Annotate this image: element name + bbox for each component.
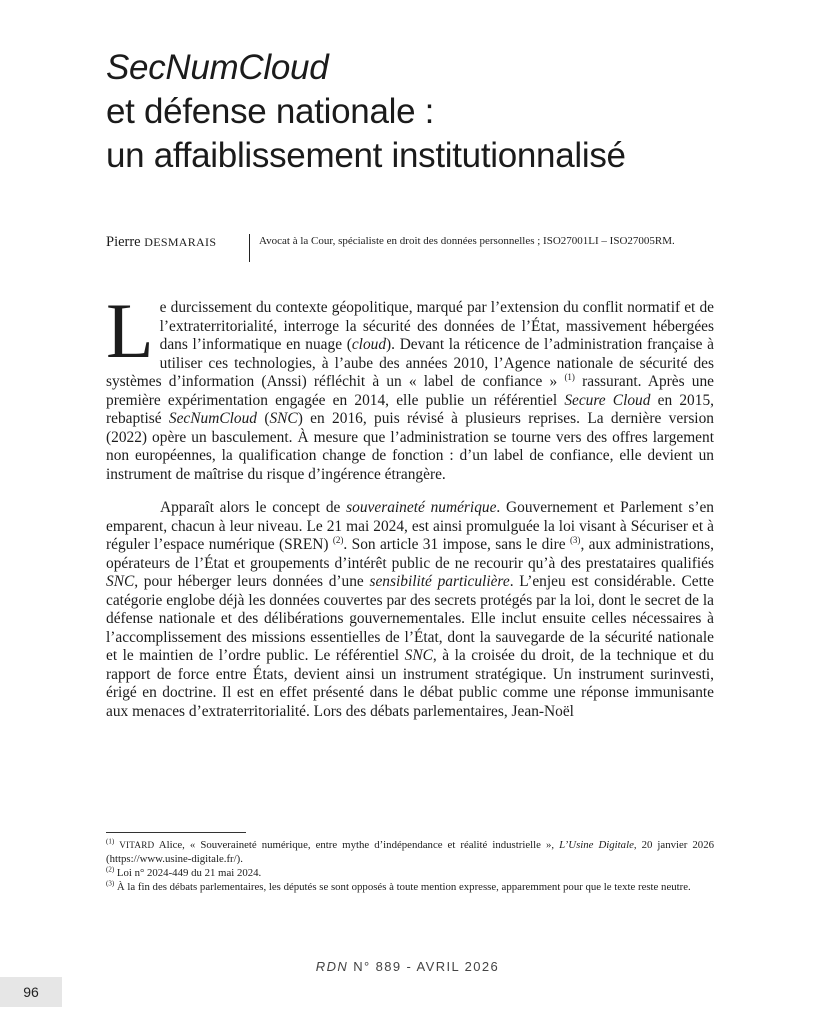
footnote-1-text-1: Alice, « Souveraineté numérique, entre mythe d’indépendance et réalité industrielle », <box>154 839 560 851</box>
p2-snc: SNC <box>106 573 135 590</box>
p2-souverainete: souveraineté numérique <box>346 499 497 516</box>
p2-snc-2: SNC <box>404 647 433 664</box>
article-body <box>106 287 715 721</box>
p1-text-3: rassurant. Après une première expérimentation engagée en 2014, elle publie un référentiel <box>106 373 714 409</box>
footnote-1-marker: (1) <box>106 837 115 846</box>
p1-cloud: cloud <box>351 336 387 353</box>
footer-issue-number: N° 889 <box>353 959 402 974</box>
p2-text-4: , aux administrations, opérateurs de l’État et groupements d’intérêt public de ne recourir qu’à des prestataires qualifiés <box>106 536 715 572</box>
footnote-rule <box>106 832 246 833</box>
footnote-ref-2[interactable]: (2) <box>332 534 344 545</box>
p1-snc: SNC <box>269 410 298 427</box>
p1-text-6: ) en 2016, puis révisé à plusieurs reprises. La dernière version (2022) opère un basculement. À mesure que l’administration se tourne vers des offres largement non européennes, la qualification change de fonction : d’un label de confiance, elle devient un instrument de maîtrise du risque d’ingérence étrangère. <box>106 410 714 483</box>
author-name <box>106 234 216 251</box>
p1-secnumcloud: SecNumCloud <box>168 410 257 427</box>
article-title <box>106 46 756 178</box>
footnote-3 <box>106 880 714 894</box>
footer-date: - AVRIL 2026 <box>406 959 500 974</box>
p2-sensibilite: sensibilité particulière <box>369 573 510 590</box>
p2-text-5: , pour héberger leurs données d’une <box>134 573 370 590</box>
footnote-3-marker: (3) <box>106 879 115 888</box>
p2-text-2: . Gouvernement et Parlement s’en emparent, chacun à leur niveau. Le 21 mai 2024, est ainsi promulguée la loi visant à Sécuriser et à réguler l’espace numérique (SREN) <box>106 499 714 553</box>
p2-text-6: . L’enjeu est considérable. Cette catégorie englobe déjà les données couvertes par des secrets protégés par la loi, dont le secret de la défense nationale et des délibérations gouvernementales. Elle inclut ensuite celles nécessaires à l’accomplissement des missions essentielles de l’État, dont la sauvegarde de la sécurité nationale et le maintien de l’ordre public. Le référentiel <box>106 573 714 664</box>
footnote-1-source: L’Usine Digitale <box>559 839 634 851</box>
footnote-1-author: VITARD <box>119 840 155 850</box>
footnote-ref-3[interactable]: (3) <box>569 534 581 545</box>
paragraph-2 <box>106 499 714 721</box>
author-separator <box>249 234 250 262</box>
footnote-3-text: À la fin des débats parlementaires, les députés se sont opposés à toute mention expresse, apparemment pour que le texte reste neutre. <box>116 881 691 893</box>
footnote-1-text-2: , 20 janvier 2026 (https://www.usine-digitale.fr/). <box>106 839 714 865</box>
page-number: 96 <box>0 977 62 1007</box>
author-first-name: Pierre <box>106 234 141 250</box>
footnote-2-marker: (2) <box>106 865 115 874</box>
running-footer <box>0 959 815 974</box>
author-block <box>106 234 726 264</box>
paragraph-1 <box>106 287 714 484</box>
p2-text-7: , à la croisée du droit, de la technique et du rapport de force entre États, devient ainsi un instrument stratégique. Un instrument surinvesti, érigé en doctrine. Il est en effet présenté dans le débat public comme une réponse immunisante aux menaces d’extraterritorialité. Lors des débats parlementaires, Jean-Noël <box>106 647 714 720</box>
p1-text-1: e durcissement du contexte géopolitique, marqué par l’extension du conflit normatif et de l’extraterritorialité, interroge la sécurité des données de l’État, massivement hébergées dans l’informatique en nuage ( <box>159 299 714 353</box>
p2-text-3: . Son article 31 impose, sans le dire <box>343 536 570 553</box>
title-line-3: un affaiblissement institutionnalisé <box>106 136 626 175</box>
p1-text-4: en 2015, rebaptisé <box>106 391 714 427</box>
title-line-1: SecNumCloud <box>106 48 329 87</box>
p1-secure-cloud: Secure Cloud <box>564 391 651 409</box>
footnote-2-text: Loi n° 2024-449 du 21 mai 2024. <box>116 867 262 879</box>
p2-text-1: Apparaît alors le concept de <box>160 499 347 516</box>
footnote-1 <box>106 838 714 866</box>
drop-cap: L <box>106 287 154 374</box>
footnote-2 <box>106 866 714 880</box>
footnote-ref-1[interactable]: (1) <box>564 371 575 382</box>
p1-text-2: ). Devant la réticence de l’administration française à utiliser ces technologies, à l’aube des années 2010, l’Agence nationale de sécurité des systèmes d’information (Anssi) réfléchit à un « label de confiance » <box>106 336 714 390</box>
author-description: Avocat à la Cour, spécialiste en droit des données personnelles ; ISO27001LI – ISO27005RM. <box>259 235 675 247</box>
author-last-name: DESMARAIS <box>144 235 217 249</box>
p1-text-5: ( <box>256 410 270 427</box>
title-line-2: et défense nationale : <box>106 92 435 131</box>
footer-journal: RDN <box>315 959 349 974</box>
footnotes <box>106 838 714 894</box>
